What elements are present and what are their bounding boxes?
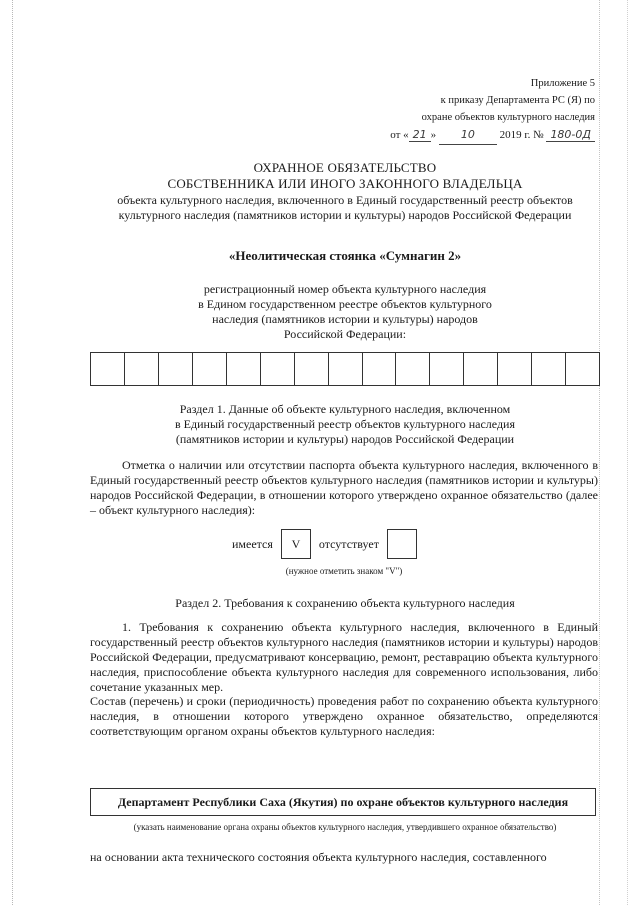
protection-organ-box: Департамент Республики Саха (Якутия) по охране объектов культурного наследия	[90, 788, 596, 816]
exists-label: имеется	[232, 536, 273, 551]
registration-cell	[329, 353, 363, 385]
order-number: 180-0Д	[546, 128, 595, 142]
checkbox-hint: (нужное отметить знаком "V")	[285, 566, 403, 576]
appendix-header	[390, 75, 595, 145]
passport-checkbox-row	[232, 528, 425, 560]
exists-checkbox[interactable]: V	[281, 529, 311, 559]
registration-cell	[295, 353, 329, 385]
appendix-line-2: к приказу Департамента РС (Я) по	[440, 95, 595, 106]
section-1-line-2: в Единый государственный реестр объектов культурного наследия	[175, 417, 515, 431]
registration-cell	[227, 353, 261, 385]
appendix-line-1: Приложение 5	[530, 78, 595, 89]
absent-checkbox[interactable]	[387, 529, 417, 559]
registration-cell	[91, 353, 125, 385]
title-line-1: ОХРАННОЕ ОБЯЗАТЕЛЬСТВО	[253, 160, 437, 175]
date-prefix: от «	[390, 129, 409, 141]
registration-cell	[498, 353, 532, 385]
object-name: «Неолитическая стоянка «Сумнагин 2»	[228, 248, 462, 263]
registration-cell	[363, 353, 397, 385]
section-1-line-1: Раздел 1. Данные об объекте культурного наследия, включенном	[179, 402, 511, 416]
date-day: 21	[409, 128, 431, 142]
works-paragraph: Состав (перечень) и сроки (периодичность) проведения работ по сохранению объекта культурного наследия, в отношении которого утверждено охранное обязательство, определяются соответствующим органом охраны объектов культурного наследия:	[90, 694, 598, 738]
registration-cell	[396, 353, 430, 385]
technical-act-paragraph: на основании акта технического состояния объекта культурного наследия, составленного	[90, 850, 547, 864]
registration-line-2: в Едином государственном реестре объектов культурного	[198, 297, 492, 311]
passport-paragraph: Отметка о наличии или отсутствии паспорта объекта культурного наследия, включенного в Единый государственный реестр объектов культурного наследия (памятников истории и культуры) народов Российской Федерации, в отношении которого утверждено охранное обязательство (далее – объект культурного наследия):	[90, 458, 598, 517]
document-title	[90, 160, 600, 192]
registration-cell	[125, 353, 159, 385]
registration-cell	[430, 353, 464, 385]
protection-organ-hint: (указать наименование органа охраны объектов культурного наследия, утвердившего охранное обязательство)	[133, 822, 557, 832]
section-1-line-3: (памятников истории и культуры) народов Российской Федерации	[175, 432, 515, 446]
scan-edge-far-right	[627, 0, 628, 905]
registration-line-4: Российской Федерации:	[283, 327, 407, 341]
title-line-4: культурного наследия (памятников истории и культуры) народов Российской Федерации	[118, 208, 572, 222]
date-mid: »	[430, 129, 437, 141]
appendix-line-3: охране объектов культурного наследия	[421, 112, 595, 123]
date-year: 2019 г. №	[499, 129, 544, 141]
registration-cell	[261, 353, 295, 385]
scan-edge-left	[12, 0, 13, 905]
registration-cell	[193, 353, 227, 385]
document-subtitle	[90, 193, 600, 223]
date-month: 10	[439, 126, 497, 145]
absent-label: отсутствует	[318, 536, 379, 551]
title-line-3: объекта культурного наследия, включенного в Единый государственный реестр объектов	[117, 193, 573, 207]
scan-edge-right	[599, 0, 600, 905]
section-2-title: Раздел 2. Требования к сохранению объекта культурного наследия	[175, 596, 515, 610]
appendix-date-line	[390, 126, 595, 145]
title-line-2: СОБСТВЕННИКА ИЛИ ИНОГО ЗАКОННОГО ВЛАДЕЛЬЦА	[167, 176, 523, 191]
requirements-paragraph: 1. Требования к сохранению объекта культурного наследия, включенного в Единый государственный реестр объектов культурного наследия (памятников истории и культуры) народов Российской Федерации, предусматривают консервацию, ремонт, реставрацию объекта культурного наследия, приспособление объекта культурного наследия для современного использования, либо сочетание указанных мер.	[90, 620, 598, 694]
registration-cell	[159, 353, 193, 385]
registration-caption	[90, 282, 600, 342]
section-1-title	[90, 402, 600, 447]
registration-cell	[464, 353, 498, 385]
registration-cell	[566, 353, 599, 385]
registration-line-3: наследия (памятников истории и культуры) народов	[212, 312, 478, 326]
registration-cell	[532, 353, 566, 385]
registration-number-grid	[90, 352, 600, 386]
registration-line-1: регистрационный номер объекта культурного наследия	[203, 282, 487, 296]
